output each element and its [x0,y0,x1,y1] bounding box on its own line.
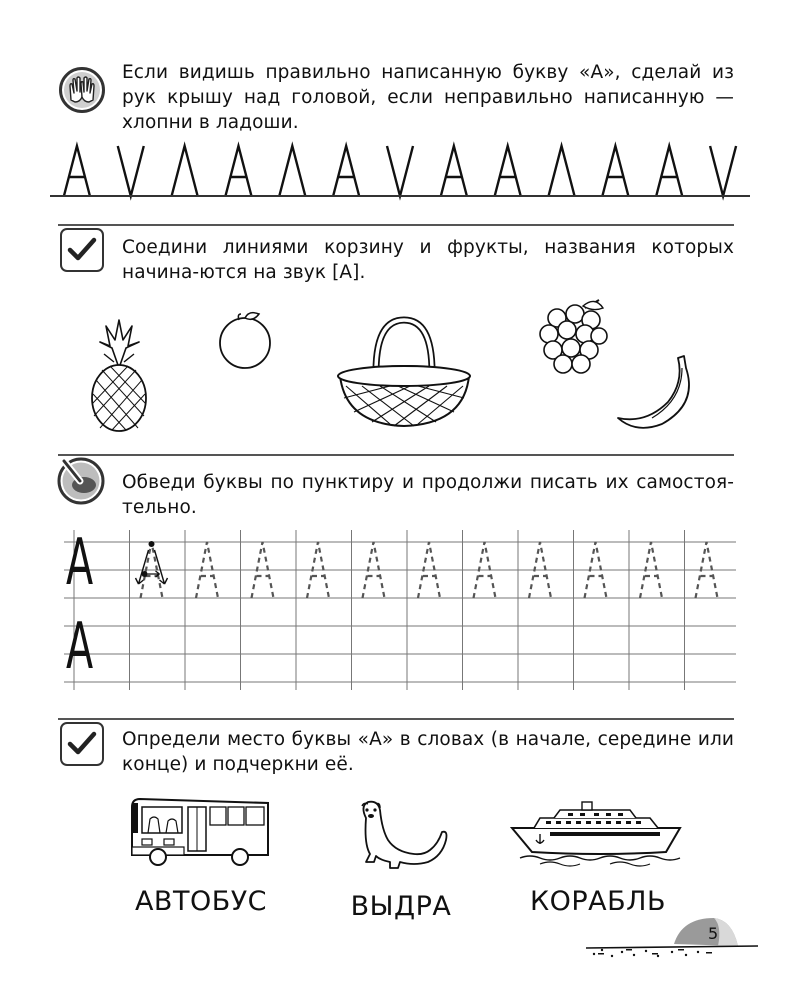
tracing-section-icon [56,455,106,505]
ship-icon [510,800,682,868]
section-divider [58,454,734,456]
bus-picture[interactable] [128,797,273,869]
basket-picture[interactable] [332,316,477,428]
letter-9[interactable] [549,146,575,196]
ship-picture[interactable] [510,800,682,868]
bus-icon [128,797,273,869]
tracing-instruction: Обведи буквы по пунктиру и продолжи писать их самостоя-тельно. [122,472,734,518]
letter-4[interactable] [279,146,305,196]
letter-7[interactable] [441,146,467,196]
letter-5[interactable] [333,146,359,196]
pencil-palette-icon [56,455,106,505]
letter-row [50,140,750,202]
pineapple-icon [82,318,157,434]
otter-icon [352,800,450,875]
banana-picture[interactable] [612,352,697,432]
sample-letter: А [66,526,94,600]
letter-2[interactable] [172,146,198,196]
letter-12[interactable] [710,146,736,196]
letter-baseline [50,195,750,197]
otter-picture[interactable] [352,800,450,875]
tracing-grid [64,526,736,690]
basket-icon [332,316,477,428]
pineapple-picture[interactable] [82,318,157,434]
letter-11[interactable] [656,146,682,196]
letter-1[interactable] [118,146,144,196]
letter-3[interactable] [225,146,251,196]
page-corner-decoration [582,912,758,962]
grapes-picture[interactable] [537,298,609,380]
word-ship[interactable]: КОРАБЛЬ [529,886,667,917]
clap-section-icon [58,66,106,114]
start-dot [149,541,155,547]
word-bus[interactable]: АВТОБУС [134,886,268,917]
letter-6[interactable] [387,146,413,196]
clap-instruction: Если видишь правильно написанную букву «А», сделай из рук крышу над головой, если неправильно написанную — хлопни в ладоши. [122,62,734,133]
section-divider [58,718,734,720]
grapes-icon [537,298,609,380]
page-number: 5 [708,924,719,943]
checkmark-icon [62,724,102,764]
letter-8[interactable] [495,146,521,196]
words-instruction: Определи место буквы «А» в словах (в начале, середине или конце) и подчеркни её. [122,729,734,775]
sample-letter: А [66,610,94,684]
orange-icon [215,308,275,370]
crossbar-dot [142,571,148,577]
letter-10[interactable] [602,146,628,196]
word-otter[interactable]: ВЫДРА [350,891,452,922]
banana-icon [612,352,697,432]
words-section-icon [60,722,104,766]
orange-picture[interactable] [215,308,275,370]
fruits-section-icon [60,228,104,272]
section-divider [58,224,734,226]
checkmark-icon [62,230,102,270]
clapping-hands-icon [58,66,106,114]
letter-0[interactable] [64,146,90,196]
fruits-instruction: Соедини линиями корзину и фрукты, названия которых начина-ются на звук [А]. [122,237,734,283]
